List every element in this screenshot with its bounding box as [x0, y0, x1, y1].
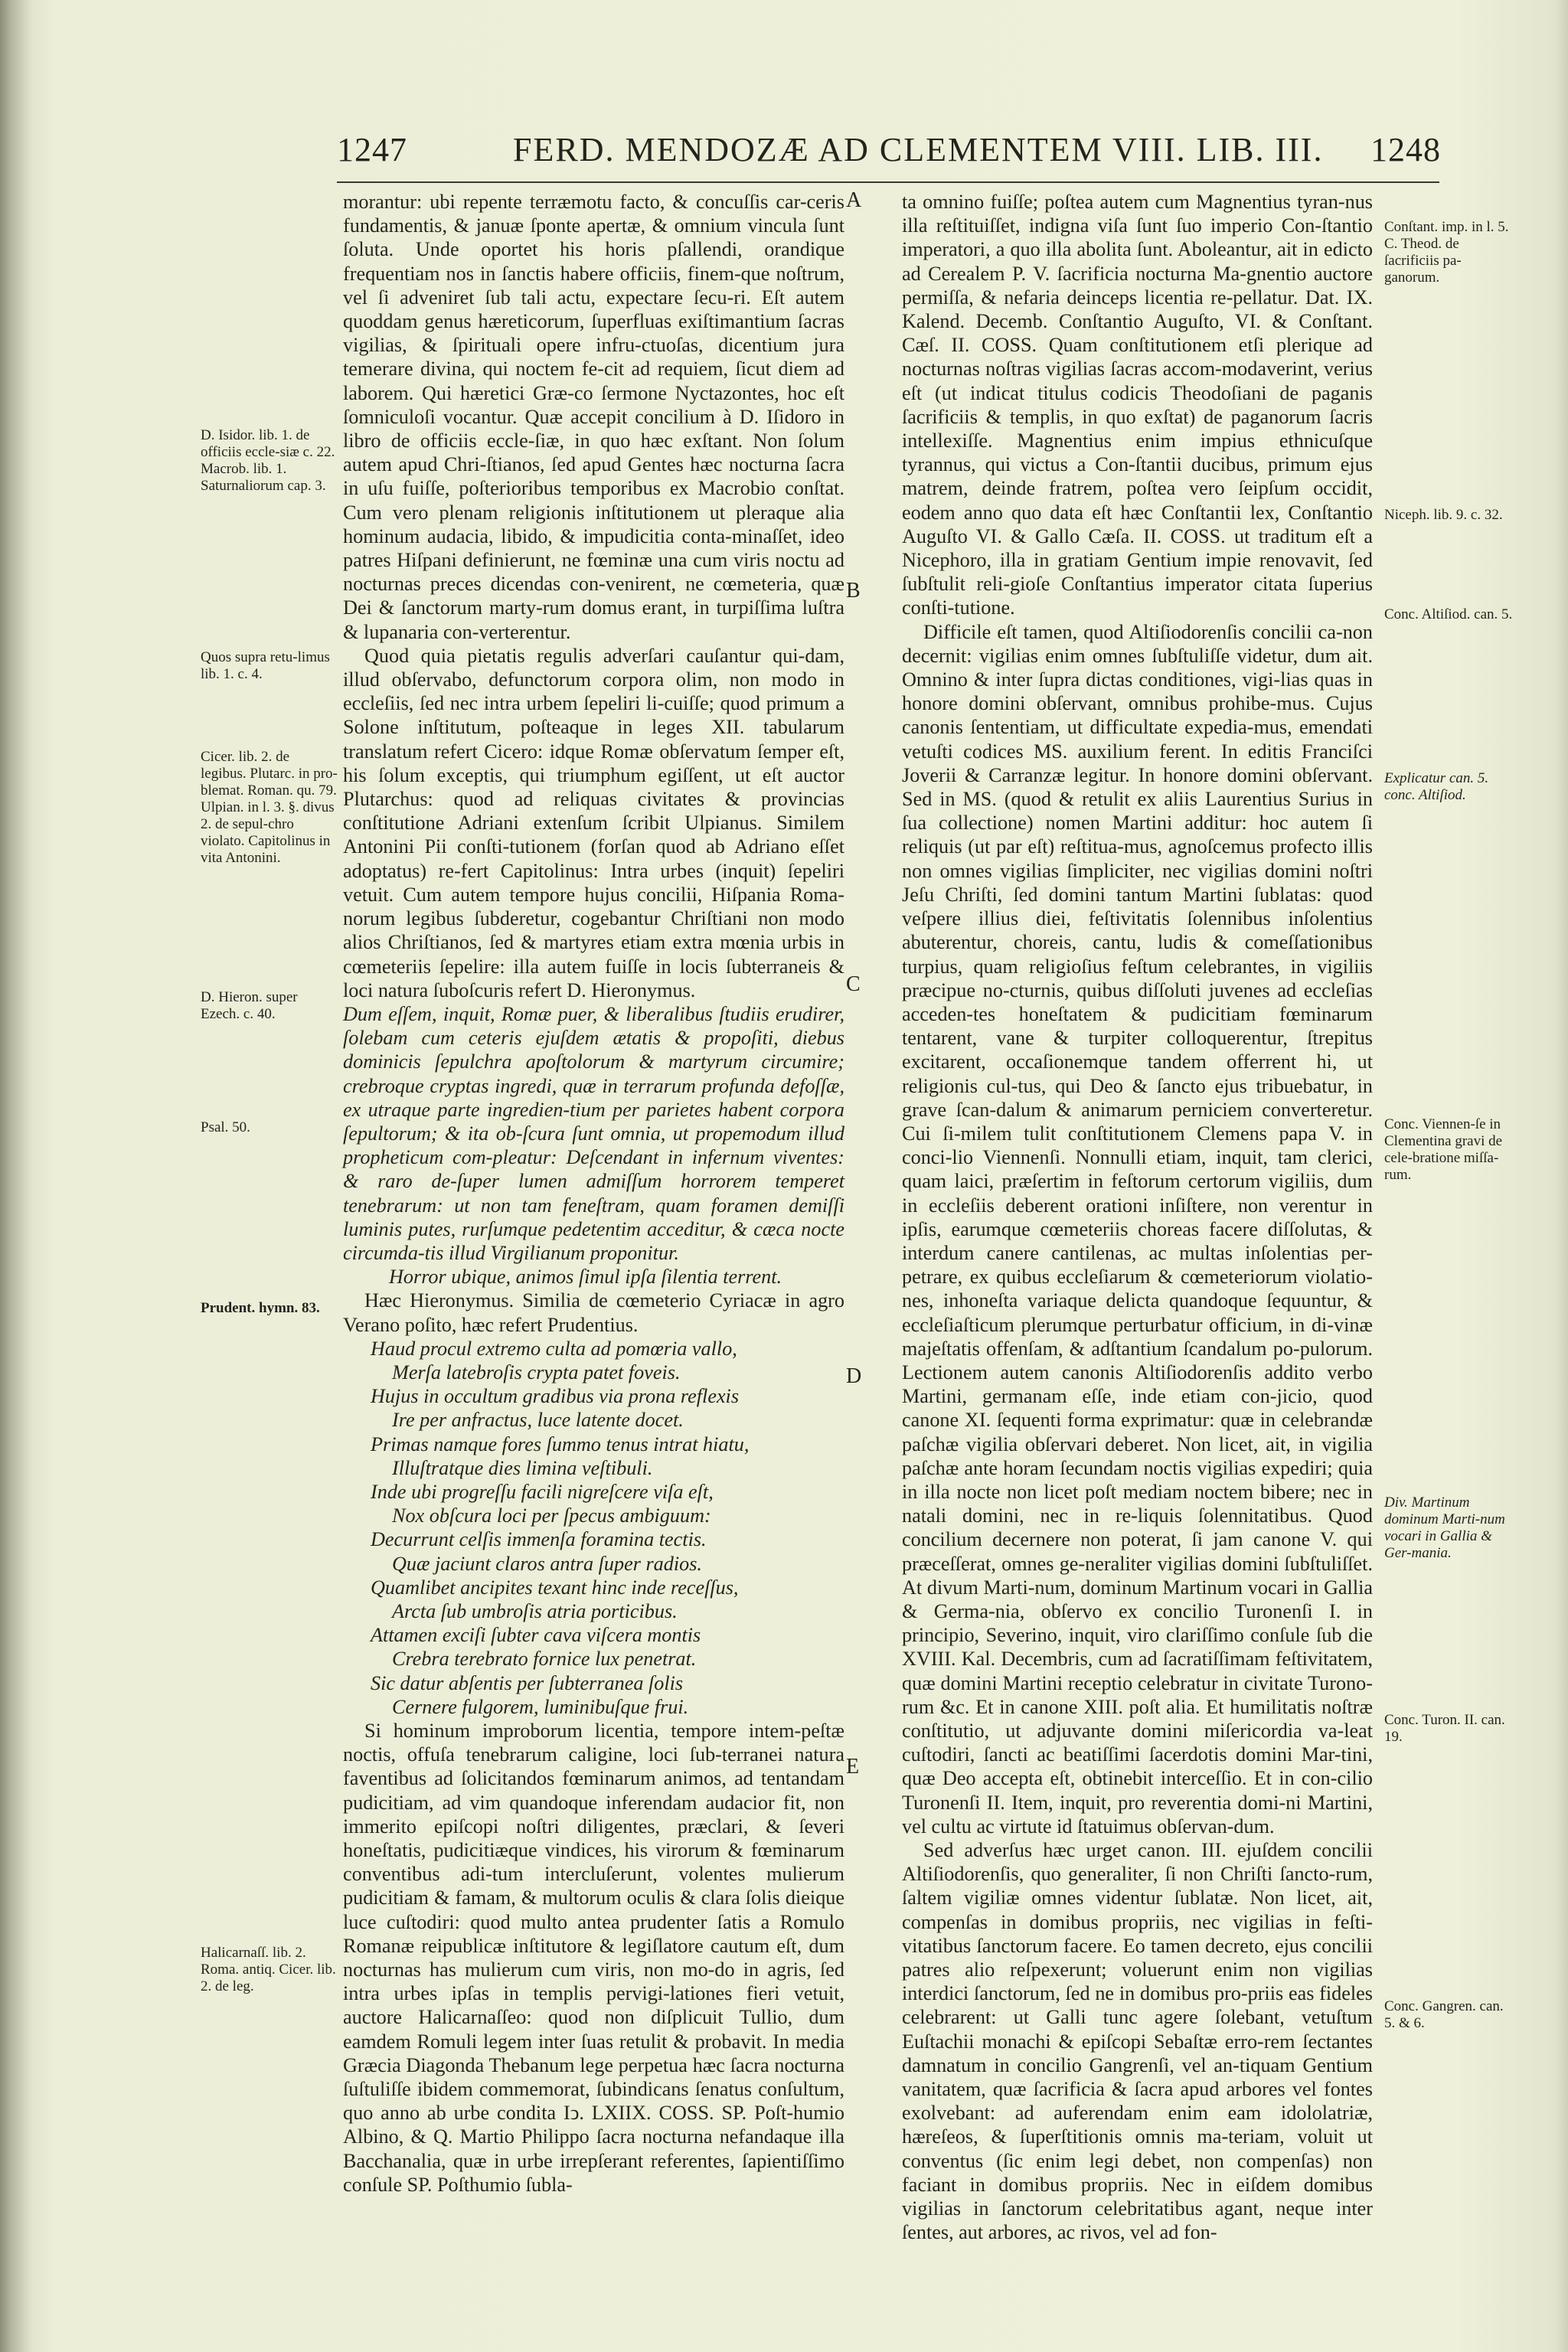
margin-note-left: Prudent. hymn. 83. [201, 1300, 320, 1316]
verse-line: Inde ubi progreſſu facili nigreſcere viſa eſt, [371, 1480, 714, 1503]
page-number-right: 1248 [1370, 131, 1441, 168]
verse-line: Quamlibet ancipites texant hinc inde receſſus, [371, 1576, 739, 1599]
paragraph: Difficile eſt tamen, quod Altiſiodorenſis concilii ca-non decernit: vigilias enim omnes ſubſtuliſſe videtur, dum ait. Omnino & inter ſupra dictas conditiones, vigi-lias quas in honore domini obſervant, omnibus prohibe-mus. Cujus canonis ſententiam, ut difficultate expedia-mus, emendati vetuſti codices MS. auxilium ferent. In editis Franciſci Joverii & Carranzæ legitur. In honore domini obſervant. Sed in MS. (quod & retulit ex aliis Laurentius Surius in ſua collectione) nomen Martini additur: hoc autem ſi reliquis (ut par eſt) reſtitua-mus, agnoſcemus profecto illis non omnes vigilias ſimpliciter, nec vigilias domini noſtri Jeſu Chriſti, ſed domini tantum Martini ſublatas: quod veſpere illius diei, feſtivitatis ſolennibus inſolentius abuterentur, choreis, cantu, ludis & comeſſationibus turpius, quam religioſius feſtum celebrantes, in vigiliis præcipue no-cturnis, quibus diſſoluti juvenes ad eccleſias acceden-tes honeſtatem & pudicitiam fœminarum tentarent, vane & turpiter colloquerentur, ſtrepitus excitarent, occaſionemque tandem offerrent hi, ut religionis cul-tus, qui Deo & ſancto ejus tribuebatur, in grave ſcan-dalum & animarum perniciem converteretur. Cui ſi-milem tulit conſtitutionem Clemens papa V. in conci-lio Viennenſi. Nonnulli etiam, inquit, tam clerici, quam laici, præſertim in feſtorum certorum vigiliis, dum in eccleſiis deberent orationi inſiſtere, non verentur in ipſis, earumque cœmeteriis choreas facere diſſolutas, & interdum canere cantilenas, ac multas inſolentias per-petrare, ex quibus eccleſiarum & cœmeteriorum violatio-nes, inhoneſta variaque delicta quandoque ſequuntur, & eccleſiaſticum plerumque perturbatur officium, in di-vinæ majeſtatis offenſam, & adſtantium ſcandalum po-pulorum. Lectionem autem canonis Altiſiodorenſis addito verbo Martini, germanam eſſe, inde etiam con-jicio, quod canone XI. ſequenti forma exprimatur: quæ in celebrandæ paſchæ vigilia obſervari deberet. Non licet, ait, in vigilia paſchæ ante horam ſecundam noctis vigilias expediri; quia in illa nocte non licet poſt mediam noctem bibere; nec in natali domini, nec in re-liquis ſolennitatibus. Quod concilium decernere non poterat, ſi jam canone V. qui præceſſerat, omnes ge-neraliter vigilias domini ſubſtuliſſet. At divum Marti-num, dominum Martinum vocari in Gallia & Germa-nia, obſervo ex concilio Turonenſi I. in principio, Severino, inquit, viro clariſſimo conſule ſub die XVIII. Kal. Decembris, cum ad ſacratiſſimam feſtivitatem, quæ domini Martini receptio celebratur in civitate Turono-rum &c. Et in canone XIII. poſt alia. Et humilitatis noſtræ conſtitutio, ut adjuvante domini miſericordia va-leat cuſtodiri, ſancti ac beatiſſimi ſacerdotis domini Mar-tini, quæ Deo accepta eſt, obtinebit interceſſio. Et in con-cilio Turonenſi II. Item, inquit, pro reverentia domi-ni Martini, vel cultu ac virtute id ſtatuimus obſervan-dum. [902, 620, 1373, 1838]
paragraph: Quod quia pietatis regulis adverſari cauſantur qui-dam, illud obſervabo, defunctorum corpora olim, non modo in eccleſiis, ſed nec intra urbem ſepeliri li-cuiſſe; quod primum a Solone inſtitutum, poſteaque in leges XII. tabularum translatum refert Cicero: idque Romæ obſervatum ſemper eſt, his ſolum exceptis, qui triumphum egiſſent, ut eſt auctor Plutarchus: quod ad reliquas civitates & provincias conſtitutione Adriani extenſum ſcribit Ulpianus. Similem Antonini Pii conſti-tutionem (forſan quod ab Adriano eſſet adoptatus) re-fert Capitolinus: Intra urbes (inquit) ſepeliri vetuit. Cum autem tempore hujus concilii, Hiſpania Roma-norum legibus ſubderetur, cogebantur Chriſtiani non modo alios Chriſtianos, ſed & martyres etiam extra mœnia urbis in cœmeteriis ſepelire: illa autem fuiſſe in locis ſubterraneis & loci natura ſuboſcuris refert D. Hieronymus. [343, 644, 844, 1001]
paragraph: Sed adverſus hæc urget canon. III. ejuſdem concilii Altiſiodorenſis, quo generaliter, ſi non Chriſti ſancto-rum, ſaltem vigiliæ omnes videntur ſublatæ. Non licet, ait, compenſas in domibus propriis, nec vigilias in feſti-vitatibus ſanctorum facere. Eo tamen decreto, ejus concilii patres alio reſpexerunt; voluerunt enim non vigilias interdici ſanctorum, ſed ne in domibus pro-priis eas fideles celebrarent: ut Galli tunc agere ſolebant, vetuſtum Euſtachii monachi & epiſcopi Sebaſtæ erro-rem ſectantes damnatum in concilio Gangrenſi, vel an-tiquam Gentium vanitatem, quæ ſacrificia & ſacra apud arbores vel fontes exolvebant: ad auferendam enim eam idololatriæ, hæreſeos, & ſuperſtitionis omnis ma-teriam, voluit ut conventus (ſic enim legi debet, non compenſas) non faciant in domibus propriis. Nec in eiſdem domibus vigilias in ſanctorum celebritatibus agant, neque inter ſentes, aut arbores, ac rivos, vel ad fon- [902, 1839, 1373, 2244]
margin-note-right: Div. Martinum dominum Marti-num vocari in Gallia & Ger-mania. [1384, 1494, 1505, 1561]
verse-line: Sic datur abſentis per ſubterranea ſolis [371, 1671, 684, 1694]
margin-note-right: Explicatur can. 5. conc. Altiſiod. [1384, 770, 1489, 803]
paragraph: Si hominum improborum licentia, tempore intem-peſtæ noctis, offuſa tenebrarum caligine, loci ſub-terranei natura faventibus ad ſolicitandos fœminarum animos, ad tentandam pudicitiam, ad vim quandoque inferendam audacior fit, non immerito epiſcopi noſtri diligentes, præclari, & ſeveri honeſtatis, pudicitiæque vindices, his virorum & fœminarum conventibus adi-tum intercluſerunt, volentes mulierum pudicitiam & famam, & multorum oculis & clara ſolis dieique luce cuſtodiri: quod multo antea prudenter ſatis a Romulo Romanæ reipublicæ inſtitutore & legiſlatore cautum eſt, dum nocturnas has mulierum cum viris, non mo-do in agris, ſed intra urbes ipſas in templis pervigi-lationes fieri vetuit, auctore Halicarnaſſeo: quod non diſplicuit Tullio, dum eamdem Romuli legem inter ſuas retulit & probavit. In media Græcia Diagonda Thebanum lege perpetua hæc ſacra nocturna ſuſtuliſſe ibidem commemorat, ſubindicans ſenatus conſultum, quo anno ab urbe condita Iↄ. LXIIX. COSS. SP. Poſt-humio Albino, & Q. Martio Philippo ſacra nocturna nefandaque illa Bacchanalia, quæ in urbe irrepſerant referentes, ſapientiſſimo conſule SP. Poſthumio ſubla- [343, 1720, 844, 2196]
margin-note-left: Cicer. lib. 2. de legibus. Plutarc. in pro-blemat. Roman. qu. 79. Ulpian. in l. 3. §. divus 2. de sepul-chro violato. Capitolinus in vita Antonini. [201, 749, 338, 866]
verse-line: Crebra terebrato fornice lux penetrat. [392, 1648, 697, 1671]
paragraph: Hæc Hieronymus. Similia de cœmeterio Cyriacæ in agro Verano poſito, hæc refert Prudentius. [343, 1289, 844, 1336]
verse-line: Nox obſcura loci per ſpecus ambiguum: [392, 1504, 711, 1527]
margin-note-right: Conc. Turon. II. can. 19. [1384, 1712, 1505, 1745]
margin-note-right: Conc. Viennen-ſe in Clementina gravi de cele-bratione miſſa-rum. [1384, 1116, 1503, 1183]
verse-line: Ire per anfractus, luce latente docet. [392, 1409, 684, 1432]
verse-line: Illuſtratque dies limina veſtibuli. [392, 1456, 653, 1479]
paragraph: ta omnino fuiſſe; poſtea autem cum Magnentius tyran-nus illa reſtituiſſet, indigna viſa ſunt ſuo imperio Con-ſtantio imperatori, a quo illa abolita ſunt. Aboleantur, ait in edicto ad Cerealem P. V. ſacrificia nocturna Ma-gnentio auctore permiſſa, & nefaria deinceps licentia re-pellatur. Dat. IX. Kalend. Decemb. Conſtantio Auguſto, VI. & Conſtant. Cæſ. II. COSS. Quam conſtitutionem etſi plerique ad nocturnas noſtras vigilias ſacras accom-modaverint, verius eſt (ut indicat titulus codicis Theodoſiani de paganis ſacrificiis & templis, in quo exſtat) de paganorum ſacris intellexiſſe. Magnentius enim impius ethnicuſque tyrannus, qui victus a Con-ſtantii ducibus, primum ejus matrem, deinde fratrem, poſtea vero ſeipſum occidit, eodem anno quo data eſt hæc Conſtantii lex, Conſtantio Auguſto VI. & Gallo Cæſa. II. COSS. ut traditum eſt a Nicephoro, illa in gratiam Gentium impie renovavit, ſed ſubſtulit reli-gioſe Conſtantius imperator citata ſuperius conſti-tutione. [902, 191, 1373, 619]
verse-line: Primas namque fores ſummo tenus intrat hiatu, [371, 1432, 750, 1455]
left-text-column [343, 190, 844, 2197]
margin-note-right: Conc. Altiſiod. can. 5. [1384, 606, 1513, 622]
paragraph: morantur: ubi repente terræmotu facto, & concuſſis car-ceris fundamentis, & januæ ſponte apertæ, & omnium vincula ſunt ſoluta. Unde oportet his horis pſallendi, orandique frequentiam nos in ſanctis habere officiis, finem-que noſtrum, vel ſi adveniret ſub tali actu, expectare ſecu-ri. Eſt autem quoddam genus hæreticorum, ſuperfluas exiſtimantium ſacras vigilias, & ſpirituali opere infru-ctuoſas, dicentium jura temerare divina, qui noctem fe-cit ad requiem, ſicut diem ad laborem. Qui hæretici Græ-co ſermone Nyctazontes, hoc eſt ſomniculoſi vocantur. Quæ accepit concilium à D. Iſidoro in libro de officiis eccle-ſiæ, in quo hæc exſtant. Non ſolum autem apud Chri-ſtianos, ſed apud Gentes hæc nocturna ſacra in uſu fuiſſe, poſterioribus temporibus ex Macrobio conſtat. Cum vero plenam religionis inſtitutionem ut pleraque alia hominum audacia, libido, & impudicitia conta-minaſſet, ideo patres Hiſpani definierunt, ne fœminæ una cum viris noctu ad nocturnas preces dicendas con-venirent, ne cœmeteria, quæ Dei & ſanctorum marty-rum domus erant, in turpiſſima luſtra & lupanaria con-verterentur. [343, 191, 844, 643]
verse-line: Merſa latebroſis crypta patet foveis. [392, 1361, 681, 1383]
margin-note-left: Psal. 50. [201, 1119, 250, 1135]
verse-line: Cernere fulgorem, luminibuſque frui. [392, 1695, 689, 1718]
verse-line: Hujus in occultum gradibus via prona reflexis [371, 1385, 740, 1408]
quotation: Dum eſſem, inquit, Romæ puer, & liberalibus ſtudiis erudirer, ſolebam cum ceteris ejuſdem ætatis & propoſiti, diebus dominicis ſepulchra apoſtolorum & martyrum circumire; crebroque cryptas ingredi, quæ in terrarum profunda defoſſæ, ex utraque parte ingredien-tium per parietes habent corpora ſepultorum; & ita ob-ſcura ſunt omnia, ut propemodum illud propheticum com-pleatur: Deſcendant in infernum viventes: & raro de-ſuper lumen admiſſum horrorem temperet tenebrarum: ut non tam feneſtram, quam foramen demiſſi luminis putes, rurſumque pedetentim acceditur, & cæca nocte circumda-tis illud Virgilianum proponitur. [343, 1002, 844, 1264]
verse-line: Decurrunt celſis immenſa foramina tectis. [371, 1528, 707, 1551]
section-letter: B [846, 579, 861, 603]
right-text-column [902, 190, 1373, 2244]
verse-line: Haud procul extremo culta ad pomœria vallo, [371, 1337, 737, 1360]
section-letter: E [846, 1755, 860, 1779]
quotation-verse: Horror ubique, animos ſimul ipſa ſilentia terrent. [389, 1266, 782, 1289]
verse-line: Attamen exciſi ſubter cava viſcera montis [371, 1624, 701, 1647]
margin-note-left: Quos supra retu-limus lib. 1. c. 4. [201, 649, 330, 682]
running-head: FERD. MENDOZÆ AD CLEMENTEM VIII. LIB. III. [513, 131, 1324, 168]
margin-note-left: D. Hieron. super Ezech. c. 40. [201, 989, 298, 1022]
margin-note-right: Conc. Gangren. can. 5. & 6. [1384, 1998, 1504, 2031]
section-letter: A [846, 188, 862, 212]
binding-shadow [0, 0, 31, 2352]
margin-note-right: Niceph. lib. 9. c. 32. [1384, 507, 1503, 523]
margin-note-left: Halicarnaſſ. lib. 2. Roma. antiq. Cicer. lib. 2. de leg. [201, 1945, 336, 1994]
verse-line: Quæ jaciunt claros antra ſuper radios. [392, 1552, 702, 1575]
section-letter: C [846, 972, 861, 996]
section-letter: D [846, 1364, 862, 1388]
margin-note-left: D. Isidor. lib. 1. de officiis eccle-siæ c. 22. Macrob. lib. 1. Saturnaliorum cap. 3. [201, 427, 335, 494]
verse-block [343, 1337, 844, 1719]
verse-line: Arcta ſub umbroſis atria porticibus. [392, 1599, 678, 1622]
margin-note-right: Conſtant. imp. in l. 5. C. Theod. de ſacrificiis pa-ganorum. [1384, 219, 1509, 286]
header-rule [337, 181, 1439, 183]
page-number-left: 1247 [337, 131, 407, 168]
